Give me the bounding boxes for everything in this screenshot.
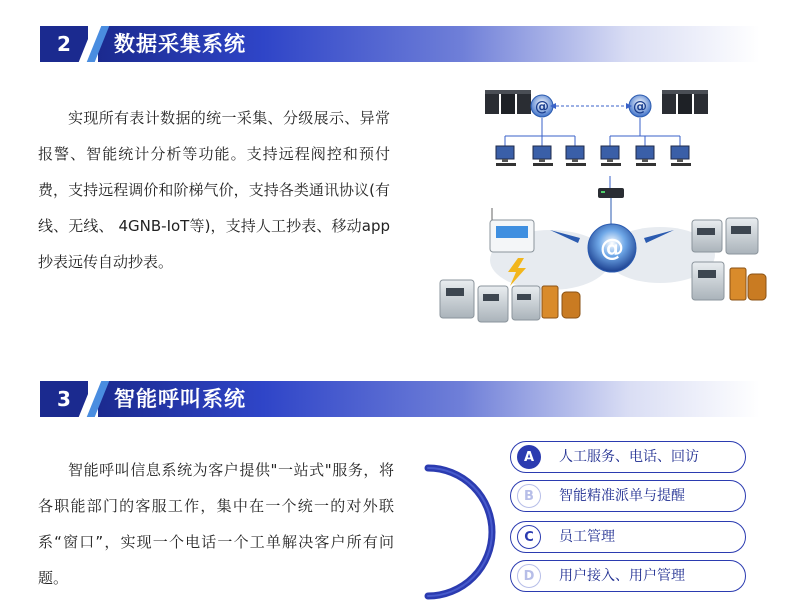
item-label: 智能精准派单与提醒 — [559, 488, 685, 504]
item-label: 用户接入、用户管理 — [559, 568, 685, 584]
call-items-arc — [420, 450, 500, 600]
item-label: 员工管理 — [559, 529, 615, 545]
item-letter-badge: D — [517, 564, 541, 588]
call-feature-item — [510, 560, 746, 592]
svg-text:@: @ — [600, 234, 624, 262]
svg-text:@: @ — [535, 99, 549, 115]
svg-text:@: @ — [633, 99, 647, 115]
call-feature-item — [510, 521, 746, 553]
section-2-header — [40, 26, 760, 62]
call-feature-item — [510, 441, 746, 473]
computer-terminal-icon — [636, 146, 656, 166]
item-letter-badge: C — [517, 525, 541, 549]
item-letter-badge: A — [517, 445, 541, 469]
computer-terminal-icon — [496, 146, 516, 166]
computer-terminal-icon — [601, 146, 621, 166]
concentrator-icon — [490, 208, 534, 252]
section-number: 3 — [40, 381, 88, 417]
computer-terminal-icon — [671, 146, 691, 166]
gateway-box-icon — [598, 188, 624, 198]
data-collection-network-diagram — [430, 80, 780, 350]
computer-terminal-icon — [566, 146, 586, 166]
gas-meter-icon — [478, 286, 508, 322]
gas-meter-icon — [692, 262, 724, 300]
gas-meter-icon — [726, 218, 758, 254]
gas-meter-icon — [440, 280, 474, 318]
call-feature-item — [510, 480, 746, 512]
section-title: 数据采集系统 — [114, 32, 246, 56]
section-number: 2 — [40, 26, 88, 62]
section-3-header — [40, 381, 760, 417]
gas-meter-icon — [692, 220, 722, 252]
server-rack-icon — [662, 90, 708, 114]
section-title: 智能呼叫系统 — [114, 387, 246, 411]
gas-meter-icon — [512, 286, 540, 320]
item-label: 人工服务、电话、回访 — [559, 449, 699, 465]
section-3-paragraph: 智能呼叫信息系统为客户提供"一站式"服务，将各职能部门的客服工作，集中在一个统一的对外联系“窗口”，实现一个电话一个工单解决客户所有问题。 — [38, 461, 394, 587]
gas-meter-icon — [730, 268, 766, 300]
computer-terminal-icon — [533, 146, 553, 166]
section-2-paragraph: 实现所有表计数据的统一采集、分级展示、异常报警、智能统计分析等功能。支持远程阀控和预付费，支持远程调价和阶梯气价，支持各类通讯协议(有线、无线、 4GNB-IoT等)，支持人工抄表、移动app抄表远传自动抄表。 — [38, 109, 390, 271]
at-sign-globe-icon — [629, 95, 651, 117]
at-sign-globe-icon — [588, 224, 636, 272]
item-letter-badge: B — [517, 484, 541, 508]
server-rack-icon — [485, 90, 531, 114]
at-sign-globe-icon — [531, 95, 553, 117]
gas-meter-icon — [542, 286, 580, 318]
